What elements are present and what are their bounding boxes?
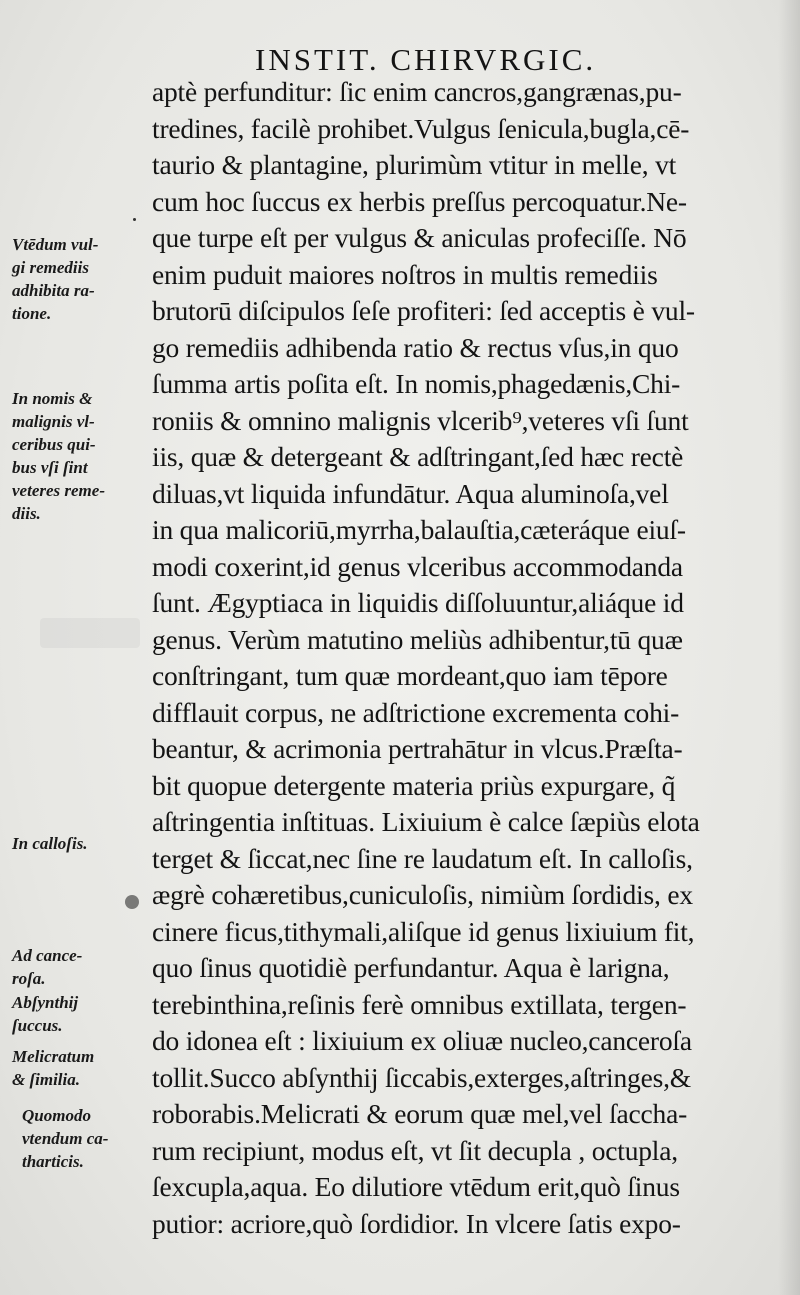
margin-note-line: gi remediis [12,258,89,277]
text-line: difflauit corpus, ne adſtrictione excrementa cohi- [152,696,680,728]
margin-note-line: adhibita ra- [12,281,95,300]
margin-note-line: diis. [12,504,41,523]
margin-note-line: vtendum ca- [22,1129,109,1148]
text-line: rum recipiunt, modus eſt, vt ſit decupla , octupla, [152,1134,678,1166]
margin-note-line: In nomis & [12,389,93,408]
margin-note-line: ceribus qui- [12,435,96,454]
margin-note-line: In calloſis. [12,834,88,853]
margin-note-line: tione. [12,304,52,323]
margin-note-nomis [12,387,152,525]
margin-note-line: bus vſi ſint [12,458,88,477]
margin-note-callosis [12,832,152,855]
margin-note-line: ſuccus. [12,1016,63,1035]
text-line: que turpe eſt per vulgus & aniculas profeciſſe. Nō [152,222,687,253]
text-line: roborabis.Melicrati & eorum quæ mel,vel ſaccha- [152,1098,688,1129]
margin-note-line: & ſimilia. [12,1070,80,1089]
show-through-stain [40,618,140,648]
text-line: in qua malicoriū,myrrha,balauſtia,cæteráque eiuſ- [152,514,686,545]
text-line: aſtringentia inſtituas. Lixiuium è calce ſæpiùs elota [152,806,700,837]
text-line: conſtringant, tum quæ mordeant,quo iam tēpore [152,660,668,691]
text-line: putior: acriore,quò ſordidior. In vlcere ſatis expo- [152,1207,681,1239]
text-line: genus. Verùm matutino meliùs adhibentur,tū quæ [152,623,683,655]
margin-note-absynthij [12,991,152,1037]
text-line: beantur, & acrimonia pertrahātur in vlcus.Præſta- [152,733,683,764]
margin-note-cancerosa [12,944,152,990]
text-line: terebinthina,reſinis ferè omnibus extillata, tergen- [152,988,687,1020]
text-line: taurio & plantagine, plurimùm vtitur in melle, vt [152,149,677,180]
text-line: terget & ſiccat,nec ſine re laudatum eſt. In calloſis, [152,842,693,874]
text-line: modi coxerint,id genus vlceribus accommodanda [152,550,683,582]
page-edge-shadow [778,0,800,1295]
margin-note-line: roſa. [12,969,46,988]
text-line: go remediis adhibenda ratio & rectus vſus,in quo [152,331,679,363]
ink-speck [133,218,136,221]
text-line: ſexcupla,aqua. Eo dilutiore vtēdum erit,quò ſinus [152,1171,680,1202]
margin-note-line: Quomodo [22,1106,91,1125]
margin-note-line: Melicratum [12,1047,95,1066]
ink-blot [125,895,139,909]
text-line: cinere ficus,tithymali,aliſque id genus lixiuium fit, [152,915,695,947]
text-line: ſunt. Ægyptiaca in liquidis diſſoluuntur,aliáque id [152,587,684,618]
running-head: INSTIT. CHIRVRGIC. [255,42,597,77]
text-line: ægrè cohæretibus,cuniculoſis, nimiùm ſordidis, ex [152,879,693,910]
text-line: cum hoc ſuccus ex herbis preſſus percoquatur.Ne- [152,185,687,217]
text-line: enim puduit maiores noſtros in multis remediis [152,258,658,290]
margin-note-line: tharticis. [22,1152,84,1171]
text-line: iis, quæ & detergeant & adſtringant,ſed hæc rectè [152,441,684,472]
text-line: aptè perfunditur: ſic enim cancros,gangrænas,pu- [152,76,682,107]
text-line: brutorū diſcipulos ſeſe profiteri: ſed acceptis è vul- [152,295,695,326]
margin-note-line: malignis vl- [12,412,95,431]
text-line: quo ſinus quotidiè perfundantur. Aqua è larigna, [152,952,670,983]
margin-note-line: veteres reme- [12,481,105,500]
margin-note-line: Abſynthij [12,993,79,1012]
text-line: do idonea eſt : lixiuium ex oliuæ nucleo,canceroſa [152,1025,692,1056]
text-line: bit quopue detergente materia priùs expurgare, q̃ [152,769,676,801]
margin-note-line: Ad cance- [12,946,83,965]
main-text-block [152,74,764,1242]
text-line: diluas,vt liquida infundātur. Aqua aluminoſa,vel [152,477,669,509]
margin-note-catharticis [22,1104,162,1173]
margin-note-line: Vtēdum vul- [12,235,99,254]
text-line: ſumma artis poſita eſt. In nomis,phagedænis,Chi- [152,368,681,399]
text-line: tollit.Succo abſynthij ſiccabis,exterges,aſtringes,& [152,1061,691,1093]
text-line: roniis & omnino malignis vlcerib⁹,veteres vſi ſunt [152,404,689,436]
margin-note-melicratum [12,1045,152,1091]
text-line: tredines, facilè prohibet.Vulgus ſenicula,bugla,cē- [152,112,690,144]
margin-note-vulgi-remedia [12,233,152,325]
